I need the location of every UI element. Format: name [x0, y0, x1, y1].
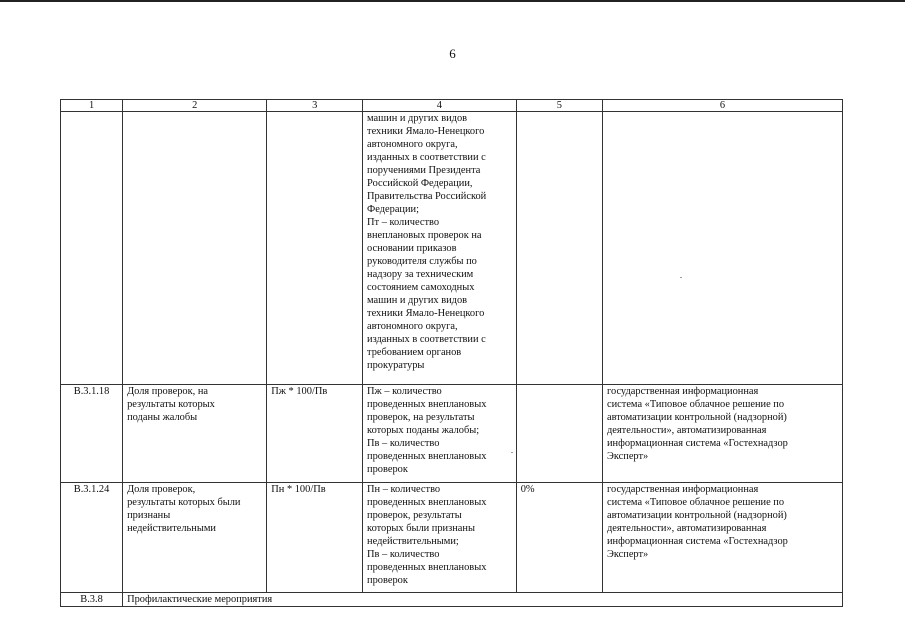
- text-line: Эксперт»: [607, 549, 649, 560]
- text-line: Пн – количество: [367, 484, 441, 495]
- text-line: техники Ямало-Ненецкого: [367, 126, 485, 137]
- text-line: автономного округа,: [367, 321, 458, 332]
- text-line: состоянием самоходных: [367, 282, 475, 293]
- text-line: проверок, результаты: [367, 510, 462, 521]
- page-top-border: [0, 0, 905, 2]
- header-col-1: 1: [61, 100, 123, 112]
- text-line: проведенных внеплановых: [367, 451, 487, 462]
- text-line: деятельности», автоматизированная: [607, 523, 767, 534]
- cell-formula: Пн * 100/Пв: [267, 483, 363, 593]
- text-line: основании приказов: [367, 243, 457, 254]
- text-line: Правительства Российской: [367, 191, 487, 202]
- text-line: Пт – количество: [367, 217, 440, 228]
- cell-code: В.3.8: [61, 593, 123, 607]
- text-line: автоматизации контрольной (надзорной): [607, 510, 787, 521]
- scan-speck: [680, 277, 682, 278]
- text-line: прокуратуры: [367, 360, 425, 371]
- cell-name: [123, 483, 267, 593]
- text-line: система «Типовое облачное решение по: [607, 497, 785, 508]
- text-line: Пв – количество: [367, 549, 440, 560]
- text-line: поданы жалобы: [127, 412, 198, 423]
- cell-formula: [267, 112, 363, 385]
- text-line: надзору за техническим: [367, 269, 474, 280]
- text-line: машин и других видов: [367, 295, 468, 306]
- cell-description: [363, 483, 517, 593]
- cell-source: [603, 385, 843, 483]
- text-line: система «Типовое облачное решение по: [607, 399, 785, 410]
- text-line: проведенных внеплановых: [367, 497, 487, 508]
- indicators-table: [60, 99, 843, 607]
- text-line: Пв – количество: [367, 438, 440, 449]
- header-col-5: 5: [516, 100, 602, 112]
- text-line: государственная информационная: [607, 386, 759, 397]
- cell-source: [603, 483, 843, 593]
- header-col-6: 6: [603, 100, 843, 112]
- text-line: изданных в соответствии с: [367, 152, 486, 163]
- table-row-b38: [61, 593, 843, 607]
- text-line: Доля проверок, на: [127, 386, 209, 397]
- header-col-4: 4: [363, 100, 517, 112]
- cell-code: [61, 112, 123, 385]
- text-line: которых были признаны: [367, 523, 475, 534]
- cell-value: [516, 112, 602, 385]
- cell-description: [363, 112, 517, 385]
- header-col-3: 3: [267, 100, 363, 112]
- cell-code: В.3.1.18: [61, 385, 123, 483]
- cell-formula: Пж * 100/Пв: [267, 385, 363, 483]
- text-line: Российской Федерации,: [367, 178, 473, 189]
- text-line: требованием органов: [367, 347, 462, 358]
- text-line: автоматизации контрольной (надзорной): [607, 412, 787, 423]
- cell-name: [123, 385, 267, 483]
- text-line: техники Ямало-Ненецкого: [367, 308, 485, 319]
- table-row-continuation: [61, 112, 843, 385]
- text-line: проведенных внеплановых: [367, 399, 487, 410]
- text-line: проверок: [367, 464, 408, 475]
- text-line: поручениями Президента: [367, 165, 481, 176]
- text-line: внеплановых проверок на: [367, 230, 482, 241]
- text-line: информационная система «Гостехнадзор: [607, 536, 788, 547]
- table-row-b3124: [61, 483, 843, 593]
- text-line: результаты которых были: [127, 497, 241, 508]
- text-line: государственная информационная: [607, 484, 759, 495]
- text-line: результаты которых: [127, 399, 215, 410]
- text-line: Эксперт»: [607, 451, 649, 462]
- cell-description: [363, 385, 517, 483]
- table-row-b3118: [61, 385, 843, 483]
- text-line: автономного округа,: [367, 139, 458, 150]
- text-line: машин и других видов: [367, 113, 468, 124]
- text-line: Доля проверок,: [127, 484, 196, 495]
- cell-code: В.3.1.24: [61, 483, 123, 593]
- cell-value: 0%: [516, 483, 602, 593]
- cell-source: [603, 112, 843, 385]
- page-number: 6: [449, 46, 456, 61]
- section-title: Профилактические мероприятия: [123, 593, 843, 607]
- text-line: которых поданы жалобы;: [367, 425, 480, 436]
- text-line: изданных в соответствии с: [367, 334, 486, 345]
- text-line: руководителя службы по: [367, 256, 477, 267]
- text-line: недействительными;: [367, 536, 459, 547]
- text-line: проверок: [367, 575, 408, 586]
- header-col-2: 2: [123, 100, 267, 112]
- cell-name: [123, 112, 267, 385]
- text-line: проведенных внеплановых: [367, 562, 487, 573]
- text-line: проверок, на результаты: [367, 412, 475, 423]
- text-line: недействительными: [127, 523, 216, 534]
- text-line: информационная система «Гостехнадзор: [607, 438, 788, 449]
- text-line: деятельности», автоматизированная: [607, 425, 767, 436]
- text-line: признаны: [127, 510, 171, 521]
- text-line: Федерации;: [367, 204, 420, 215]
- scan-speck: [511, 452, 513, 453]
- text-line: Пж – количество: [367, 386, 442, 397]
- header-row: [61, 100, 843, 112]
- cell-value: [516, 385, 602, 483]
